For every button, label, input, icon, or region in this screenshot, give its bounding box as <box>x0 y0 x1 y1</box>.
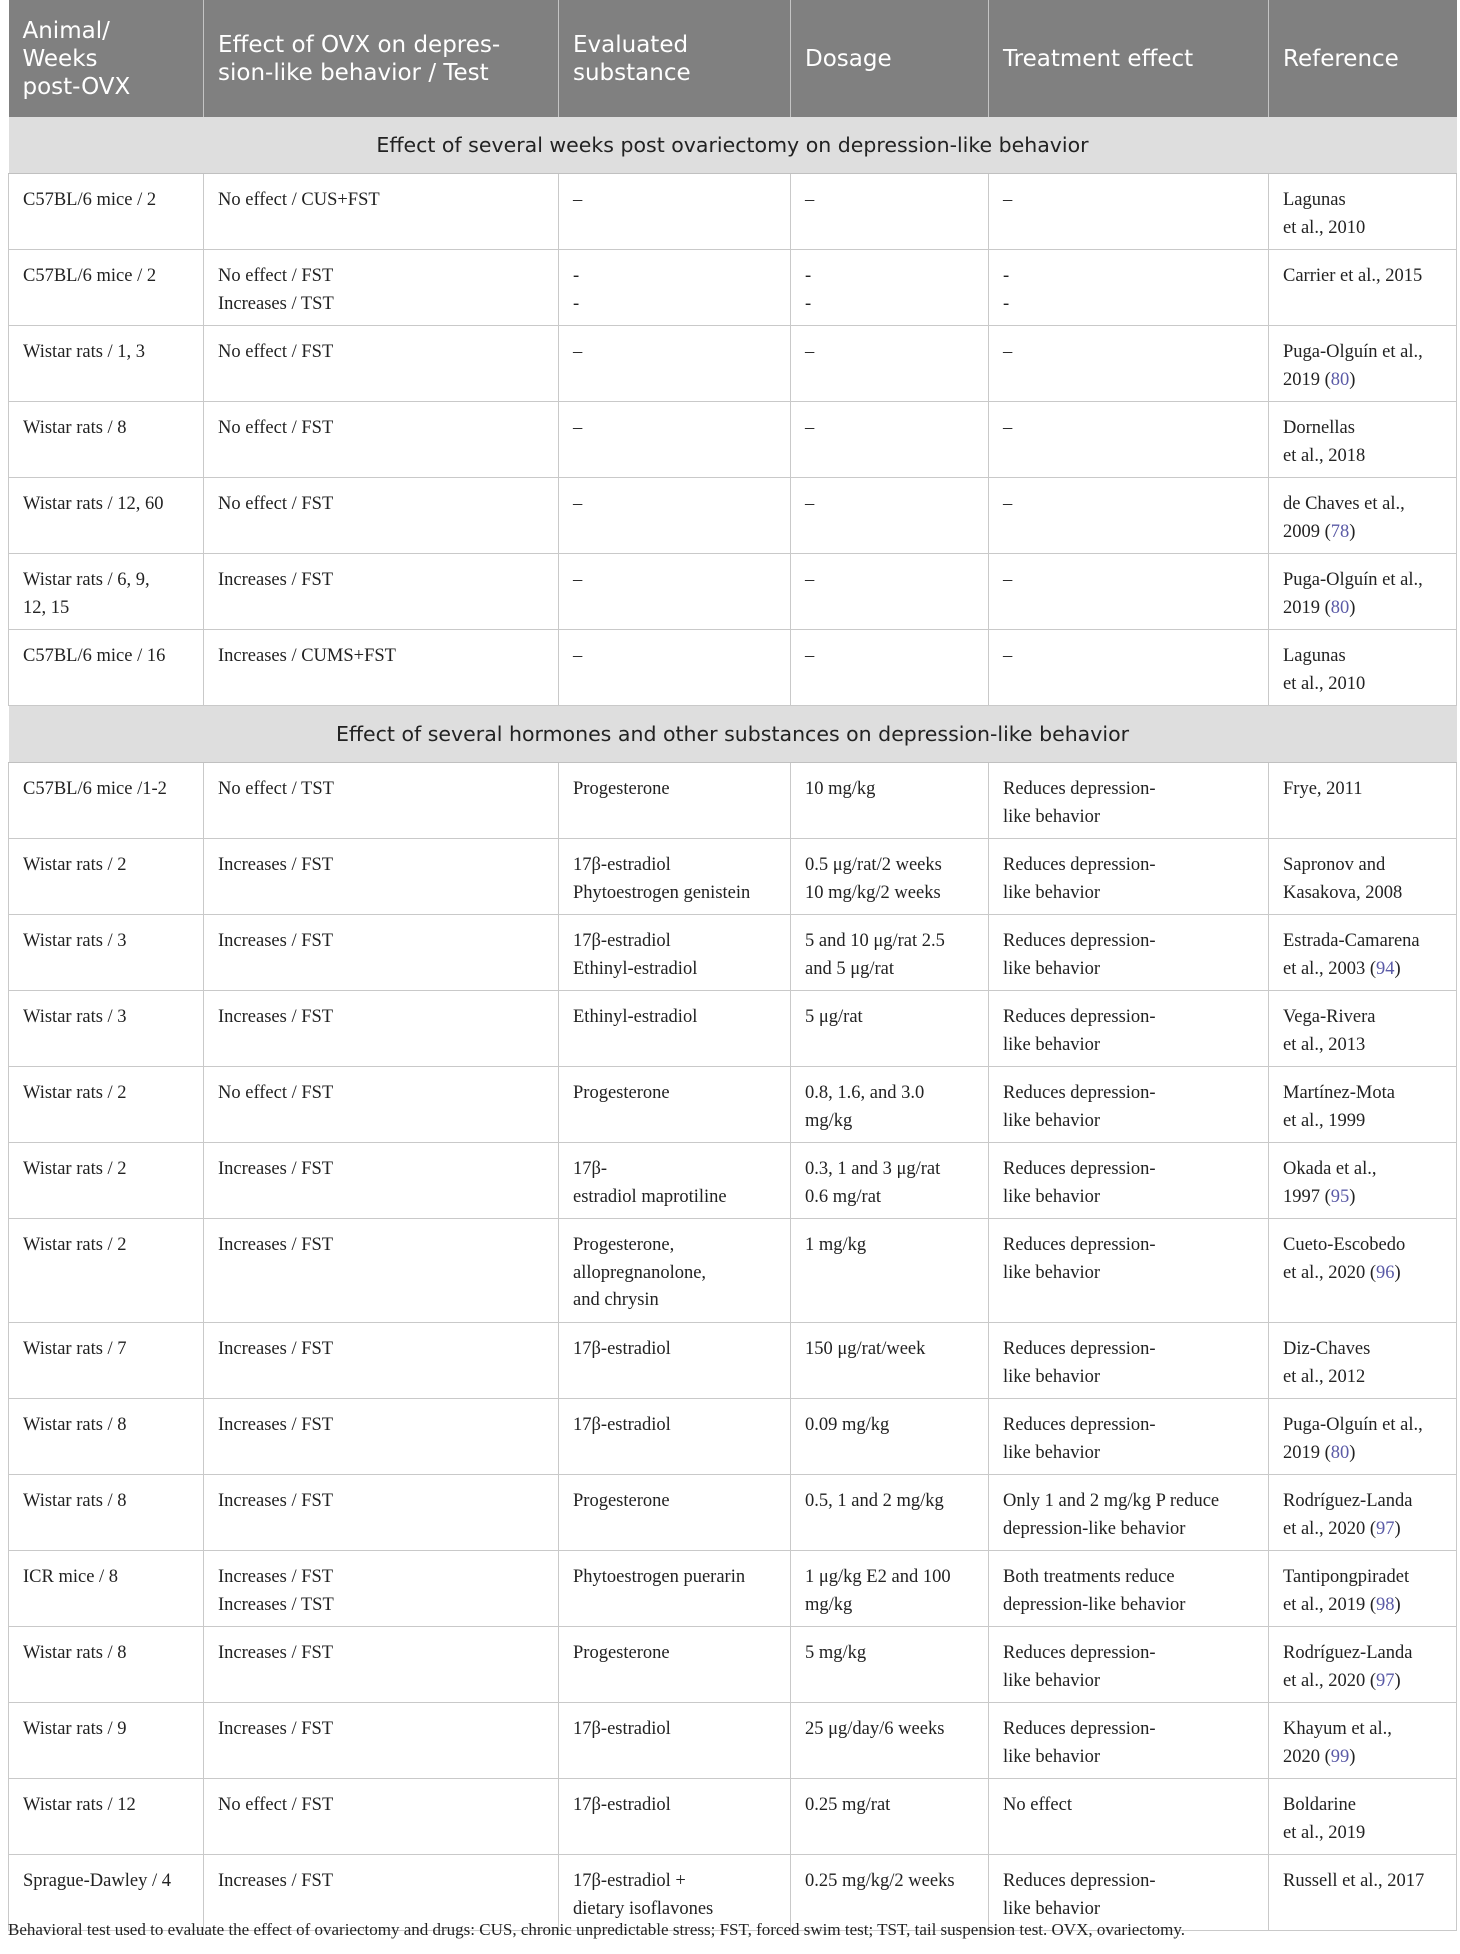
animal-cell: C57BL/6 mice /1-2 <box>9 763 204 839</box>
reference-text: Okada et al., 1997 ( <box>1283 1159 1377 1207</box>
reference-cell <box>1269 402 1457 478</box>
animal-cell: Wistar rats / 6, 9, 12, 15 <box>9 554 204 630</box>
table-row <box>9 478 1457 554</box>
effect-cell: No effect / FST <box>204 478 559 554</box>
reference-cell <box>1269 554 1457 630</box>
table-row <box>9 839 1457 915</box>
dosage-cell: 0.8, 1.6, and 3.0 mg/kg <box>791 1067 989 1143</box>
table-row <box>9 250 1457 326</box>
substance-cell: 17β-estradiol <box>559 1703 791 1779</box>
substance-cell: 17β- estradiol maprotiline <box>559 1143 791 1219</box>
effect-cell: Increases / FST <box>204 554 559 630</box>
effect-cell: Increases / FST <box>204 915 559 991</box>
reference-close-paren: ) <box>1349 1442 1356 1463</box>
dosage-cell: 25 μg/day/6 weeks <box>791 1703 989 1779</box>
reference-number-link[interactable]: 97 <box>1376 1518 1395 1539</box>
table-container <box>8 0 1456 1939</box>
animal-cell: Wistar rats / 2 <box>9 839 204 915</box>
reference-text: Lagunas et al., 2010 <box>1283 190 1366 238</box>
effect-cell: Increases / CUMS+FST <box>204 630 559 706</box>
dosage-cell: 150 μg/rat/week <box>791 1323 989 1399</box>
reference-cell <box>1269 1855 1457 1931</box>
table-row <box>9 1067 1457 1143</box>
table-footnote: Behavioral test used to evaluate the effect of ovariectomy and drugs: CUS, chronic unpredictable stress; FST, forced swim test; TST, tail suspension test. OVX, ovariectomy. <box>8 1920 1185 1939</box>
reference-cell <box>1269 839 1457 915</box>
animal-cell: Wistar rats / 8 <box>9 402 204 478</box>
dosage-cell: 1 mg/kg <box>791 1219 989 1323</box>
animal-cell: C57BL/6 mice / 2 <box>9 250 204 326</box>
table-row <box>9 1551 1457 1627</box>
reference-cell <box>1269 478 1457 554</box>
animal-cell: Wistar rats / 2 <box>9 1067 204 1143</box>
reference-text: Carrier et al., 2015 <box>1283 266 1423 286</box>
reference-cell <box>1269 1779 1457 1855</box>
dosage-cell: – <box>791 554 989 630</box>
dosage-cell: 5 mg/kg <box>791 1627 989 1703</box>
treatment-cell: Reduces depression- like behavior <box>989 1399 1269 1475</box>
reference-cell <box>1269 326 1457 402</box>
reference-close-paren: ) <box>1394 958 1401 979</box>
effect-cell: Increases / FST <box>204 1627 559 1703</box>
reference-close-paren: ) <box>1394 1670 1401 1691</box>
reference-text: Martínez-Mota et al., 1999 <box>1283 1083 1395 1131</box>
table-row <box>9 402 1457 478</box>
reference-cell <box>1269 1143 1457 1219</box>
effect-cell: No effect / FST Increases / TST <box>204 250 559 326</box>
table-body <box>9 117 1457 1931</box>
substance-cell: Ethinyl-estradiol <box>559 991 791 1067</box>
reference-text: Puga-Olguín et al., 2019 ( <box>1283 342 1423 390</box>
reference-number-link[interactable]: 78 <box>1330 521 1350 542</box>
treatment-cell: Reduces depression- like behavior <box>989 991 1269 1067</box>
header-row <box>9 0 1457 117</box>
treatment-cell: Only 1 and 2 mg/kg P reduce depression-like behavior <box>989 1475 1269 1551</box>
reference-text: Estrada-Camarena et al., 2003 ( <box>1283 931 1420 979</box>
effect-cell: No effect / CUS+FST <box>204 174 559 250</box>
dosage-cell: - - <box>791 250 989 326</box>
reference-text: Khayum et al., 2020 ( <box>1283 1719 1392 1767</box>
dosage-cell: 0.5, 1 and 2 mg/kg <box>791 1475 989 1551</box>
treatment-cell: – <box>989 326 1269 402</box>
reference-cell <box>1269 630 1457 706</box>
reference-number-link[interactable]: 95 <box>1330 1186 1350 1207</box>
reference-text: Puga-Olguín et al., 2019 ( <box>1283 570 1423 618</box>
dosage-cell: 0.25 mg/rat <box>791 1779 989 1855</box>
substance-cell: Progesterone, allopregnanolone, and chrysin <box>559 1219 791 1323</box>
substance-cell: – <box>559 326 791 402</box>
substance-cell: – <box>559 402 791 478</box>
reference-number-link[interactable]: 99 <box>1330 1746 1350 1767</box>
effect-cell: No effect / TST <box>204 763 559 839</box>
substance-cell: 17β-estradiol Phytoestrogen genistein <box>559 839 791 915</box>
reference-text: Diz-Chaves et al., 2012 <box>1283 1339 1371 1387</box>
table-row <box>9 1703 1457 1779</box>
reference-text: Tantipongpiradet et al., 2019 ( <box>1283 1567 1410 1615</box>
substance-cell: – <box>559 554 791 630</box>
effect-cell: Increases / FST <box>204 1475 559 1551</box>
dosage-cell: – <box>791 402 989 478</box>
treatment-cell: - - <box>989 250 1269 326</box>
table-row <box>9 1219 1457 1323</box>
table-row <box>9 915 1457 991</box>
dosage-cell: – <box>791 326 989 402</box>
dosage-cell: 0.25 mg/kg/2 weeks <box>791 1855 989 1931</box>
table-row <box>9 174 1457 250</box>
animal-cell: Wistar rats / 1, 3 <box>9 326 204 402</box>
reference-number-link[interactable]: 80 <box>1330 597 1350 618</box>
header-treatment: Treatment effect <box>989 0 1269 117</box>
substance-cell: - - <box>559 250 791 326</box>
substance-cell: Progesterone <box>559 1067 791 1143</box>
reference-close-paren: ) <box>1394 1262 1401 1283</box>
reference-number-link[interactable]: 96 <box>1376 1262 1395 1283</box>
animal-cell: Sprague-Dawley / 4 <box>9 1855 204 1931</box>
substance-cell: 17β-estradiol Ethinyl-estradiol <box>559 915 791 991</box>
treatment-cell: Both treatments reduce depression-like behavior <box>989 1551 1269 1627</box>
treatment-cell: Reduces depression- like behavior <box>989 915 1269 991</box>
effect-cell: Increases / FST <box>204 1399 559 1475</box>
substance-cell: 17β-estradiol <box>559 1323 791 1399</box>
effect-cell: No effect / FST <box>204 326 559 402</box>
dosage-cell: 5 and 10 μg/rat 2.5 and 5 μg/rat <box>791 915 989 991</box>
reference-text: Cueto-Escobedo et al., 2020 ( <box>1283 1235 1406 1283</box>
reference-cell <box>1269 763 1457 839</box>
substance-cell: Phytoestrogen puerarin <box>559 1551 791 1627</box>
reference-cell <box>1269 915 1457 991</box>
reference-close-paren: ) <box>1349 1186 1356 1207</box>
table-row <box>9 554 1457 630</box>
reference-cell <box>1269 1219 1457 1323</box>
header-animal: Animal/ Weeks post-OVX <box>9 0 204 117</box>
substance-cell: 17β-estradiol <box>559 1779 791 1855</box>
substance-cell: – <box>559 478 791 554</box>
reference-close-paren: ) <box>1394 1518 1401 1539</box>
animal-cell: Wistar rats / 3 <box>9 915 204 991</box>
reference-number-link[interactable]: 97 <box>1376 1670 1395 1691</box>
reference-text: de Chaves et al., 2009 ( <box>1283 494 1405 542</box>
section-title: Effect of several weeks post ovariectomy on depression-like behavior <box>9 117 1457 174</box>
reference-close-paren: ) <box>1349 1746 1356 1767</box>
treatment-cell: No effect <box>989 1779 1269 1855</box>
table-row <box>9 630 1457 706</box>
effect-cell: Increases / FST <box>204 1703 559 1779</box>
treatment-cell: Reduces depression- like behavior <box>989 1067 1269 1143</box>
animal-cell: C57BL/6 mice / 2 <box>9 174 204 250</box>
data-table <box>8 0 1457 1931</box>
dosage-cell: – <box>791 630 989 706</box>
treatment-cell: – <box>989 402 1269 478</box>
dosage-cell: – <box>791 478 989 554</box>
table-row <box>9 1143 1457 1219</box>
table-header <box>9 0 1457 117</box>
animal-cell: Wistar rats / 12, 60 <box>9 478 204 554</box>
dosage-cell: 0.09 mg/kg <box>791 1399 989 1475</box>
reference-cell <box>1269 1399 1457 1475</box>
table-row <box>9 1475 1457 1551</box>
reference-cell <box>1269 1703 1457 1779</box>
treatment-cell: Reduces depression- like behavior <box>989 1143 1269 1219</box>
table-row <box>9 326 1457 402</box>
animal-cell: Wistar rats / 8 <box>9 1475 204 1551</box>
reference-text: Russell et al., 2017 <box>1283 1871 1425 1891</box>
reference-close-paren: ) <box>1349 597 1356 618</box>
effect-cell: No effect / FST <box>204 402 559 478</box>
table-row <box>9 1627 1457 1703</box>
animal-cell: Wistar rats / 12 <box>9 1779 204 1855</box>
animal-cell: Wistar rats / 8 <box>9 1627 204 1703</box>
animal-cell: C57BL/6 mice / 16 <box>9 630 204 706</box>
reference-cell <box>1269 1475 1457 1551</box>
treatment-cell: Reduces depression- like behavior <box>989 763 1269 839</box>
treatment-cell: Reduces depression- like behavior <box>989 1703 1269 1779</box>
treatment-cell: – <box>989 174 1269 250</box>
animal-cell: Wistar rats / 7 <box>9 1323 204 1399</box>
section-header-row <box>9 117 1457 174</box>
reference-cell <box>1269 1627 1457 1703</box>
animal-cell: Wistar rats / 2 <box>9 1219 204 1323</box>
reference-text: Vega-Rivera et al., 2013 <box>1283 1007 1376 1055</box>
dosage-cell: 1 μg/kg E2 and 100 mg/kg <box>791 1551 989 1627</box>
dosage-cell: 0.3, 1 and 3 μg/rat 0.6 mg/rat <box>791 1143 989 1219</box>
treatment-cell: Reduces depression- like behavior <box>989 1855 1269 1931</box>
effect-cell: Increases / FST <box>204 1855 559 1931</box>
effect-cell: No effect / FST <box>204 1779 559 1855</box>
reference-text: Sapronov and Kasakova, 2008 <box>1283 855 1403 903</box>
reference-cell <box>1269 1067 1457 1143</box>
reference-cell <box>1269 991 1457 1067</box>
dosage-cell: 10 mg/kg <box>791 763 989 839</box>
reference-text: Frye, 2011 <box>1283 779 1363 799</box>
substance-cell: Progesterone <box>559 1627 791 1703</box>
reference-cell <box>1269 1323 1457 1399</box>
animal-cell: Wistar rats / 2 <box>9 1143 204 1219</box>
effect-cell: Increases / FST Increases / TST <box>204 1551 559 1627</box>
section-header-row <box>9 706 1457 763</box>
dosage-cell: 5 μg/rat <box>791 991 989 1067</box>
header-reference: Reference <box>1269 0 1457 117</box>
reference-text: Puga-Olguín et al., 2019 ( <box>1283 1415 1423 1463</box>
substance-cell: – <box>559 174 791 250</box>
reference-text: Boldarine et al., 2019 <box>1283 1795 1366 1843</box>
treatment-cell: Reduces depression- like behavior <box>989 1323 1269 1399</box>
reference-text: Lagunas et al., 2010 <box>1283 646 1366 694</box>
substance-cell: Progesterone <box>559 763 791 839</box>
reference-text: Rodríguez-Landa et al., 2020 ( <box>1283 1491 1413 1539</box>
reference-text: Dornellas et al., 2018 <box>1283 418 1366 466</box>
effect-cell: Increases / FST <box>204 1219 559 1323</box>
animal-cell: Wistar rats / 9 <box>9 1703 204 1779</box>
header-effect: Effect of OVX on depres- sion-like behavior / Test <box>204 0 559 117</box>
treatment-cell: Reduces depression- like behavior <box>989 839 1269 915</box>
header-substance: Evaluated substance <box>559 0 791 117</box>
treatment-cell: Reduces depression- like behavior <box>989 1219 1269 1323</box>
table-row <box>9 1323 1457 1399</box>
animal-cell: Wistar rats / 3 <box>9 991 204 1067</box>
animal-cell: ICR mice / 8 <box>9 1551 204 1627</box>
reference-cell <box>1269 174 1457 250</box>
treatment-cell: – <box>989 478 1269 554</box>
effect-cell: Increases / FST <box>204 991 559 1067</box>
reference-number-link[interactable]: 94 <box>1376 958 1395 979</box>
treatment-cell: – <box>989 554 1269 630</box>
table-row <box>9 763 1457 839</box>
dosage-cell: 0.5 μg/rat/2 weeks 10 mg/kg/2 weeks <box>791 839 989 915</box>
treatment-cell: – <box>989 630 1269 706</box>
reference-cell <box>1269 250 1457 326</box>
reference-close-paren: ) <box>1349 369 1356 390</box>
effect-cell: No effect / FST <box>204 1067 559 1143</box>
animal-cell: Wistar rats / 8 <box>9 1399 204 1475</box>
effect-cell: Increases / FST <box>204 839 559 915</box>
substance-cell: 17β-estradiol + dietary isoflavones <box>559 1855 791 1931</box>
reference-number-link[interactable]: 80 <box>1330 369 1350 390</box>
section-title: Effect of several hormones and other substances on depression-like behavior <box>9 706 1457 763</box>
reference-number-link[interactable]: 80 <box>1330 1442 1350 1463</box>
effect-cell: Increases / FST <box>204 1323 559 1399</box>
reference-number-link[interactable]: 98 <box>1376 1594 1395 1615</box>
effect-cell: Increases / FST <box>204 1143 559 1219</box>
reference-cell <box>1269 1551 1457 1627</box>
reference-text: Rodríguez-Landa et al., 2020 ( <box>1283 1643 1413 1691</box>
reference-close-paren: ) <box>1394 1594 1401 1615</box>
table-row <box>9 1779 1457 1855</box>
dosage-cell: – <box>791 174 989 250</box>
table-row <box>9 991 1457 1067</box>
substance-cell: 17β-estradiol <box>559 1399 791 1475</box>
substance-cell: Progesterone <box>559 1475 791 1551</box>
header-dosage: Dosage <box>791 0 989 117</box>
reference-close-paren: ) <box>1349 521 1356 542</box>
table-row <box>9 1399 1457 1475</box>
substance-cell: – <box>559 630 791 706</box>
treatment-cell: Reduces depression- like behavior <box>989 1627 1269 1703</box>
